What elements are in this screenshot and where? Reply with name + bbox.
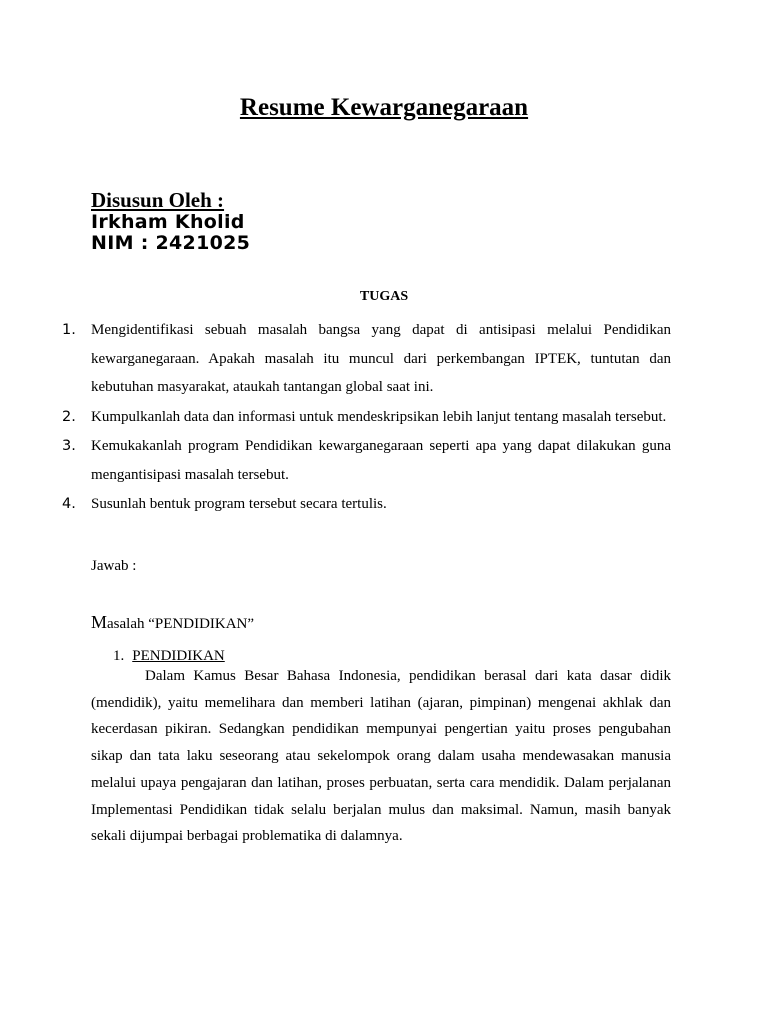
topic-first-letter: M — [91, 612, 108, 632]
section-title: TUGAS — [359, 289, 409, 304]
task-text: Mengidentifikasi sebuah masalah bangsa yang dapat di antisipasi melalui Pendidikan kewarganegaraan. Apakah masalah itu muncul dari perkembangan IPTEK, tuntutan dan kebutuhan masyarakat, ataukah tantangan global saat ini. — [91, 322, 671, 395]
task-item — [40, 403, 671, 432]
paragraph-text: Dalam Kamus Besar Bahasa Indonesia, pendidikan berasal dari kata dasar didik (mendidik), yaitu memelihara dan memberi latihan (ajaran, pimpinan) mengenai akhlak dan kecerdasan pikiran. Sedangkan pendidikan mempunyai pengertian yaitu proses pengubahan sikap dan tata laku seseorang atau sekelompok orang dalam usaha mendewasakan manusia melalui upaya pengajaran dan latihan, proses perbuatan, serta cara mendidik. Dalam perjalanan Implementasi Pendidikan tidak selalu berjalan mulus dan maksimal. Namun, masih banyak sekali dijumpai berbagai problematika di dalamnya. — [91, 668, 671, 845]
task-item — [40, 432, 671, 489]
author-nim: NIM : 2421025 — [91, 232, 251, 254]
task-number: 3. — [62, 438, 76, 454]
author-heading: Disusun Oleh : — [91, 188, 225, 212]
task-number: 4. — [62, 496, 76, 512]
task-item — [40, 316, 671, 402]
answer-label: Jawab : — [91, 558, 137, 574]
sub-label: PENDIDIKAN — [132, 648, 225, 664]
task-text: Susunlah bentuk program tersebut secara tertulis. — [91, 496, 387, 512]
task-number: 2. — [62, 408, 76, 425]
task-list — [40, 316, 671, 520]
task-number: 1. — [62, 322, 76, 338]
author-name: Irkham Kholid — [91, 211, 245, 233]
sub-number: 1. — [113, 648, 125, 664]
document-title: Resume Kewarganegaraan — [239, 94, 529, 121]
task-text: Kemukakanlah program Pendidikan kewarganegaraan seperti apa yang dapat dilakukan guna mengantisipasi masalah tersebut. — [91, 438, 671, 483]
topic-rest: asalah “PENDIDIKAN” — [107, 616, 255, 632]
author-block — [91, 188, 250, 254]
task-item — [40, 490, 671, 519]
task-text: Kumpulkanlah data dan informasi untuk mendeskripsikan lebih lanjut tentang masalah tersebut. — [91, 408, 667, 425]
topic-heading — [91, 612, 254, 633]
body-paragraph — [91, 663, 671, 850]
